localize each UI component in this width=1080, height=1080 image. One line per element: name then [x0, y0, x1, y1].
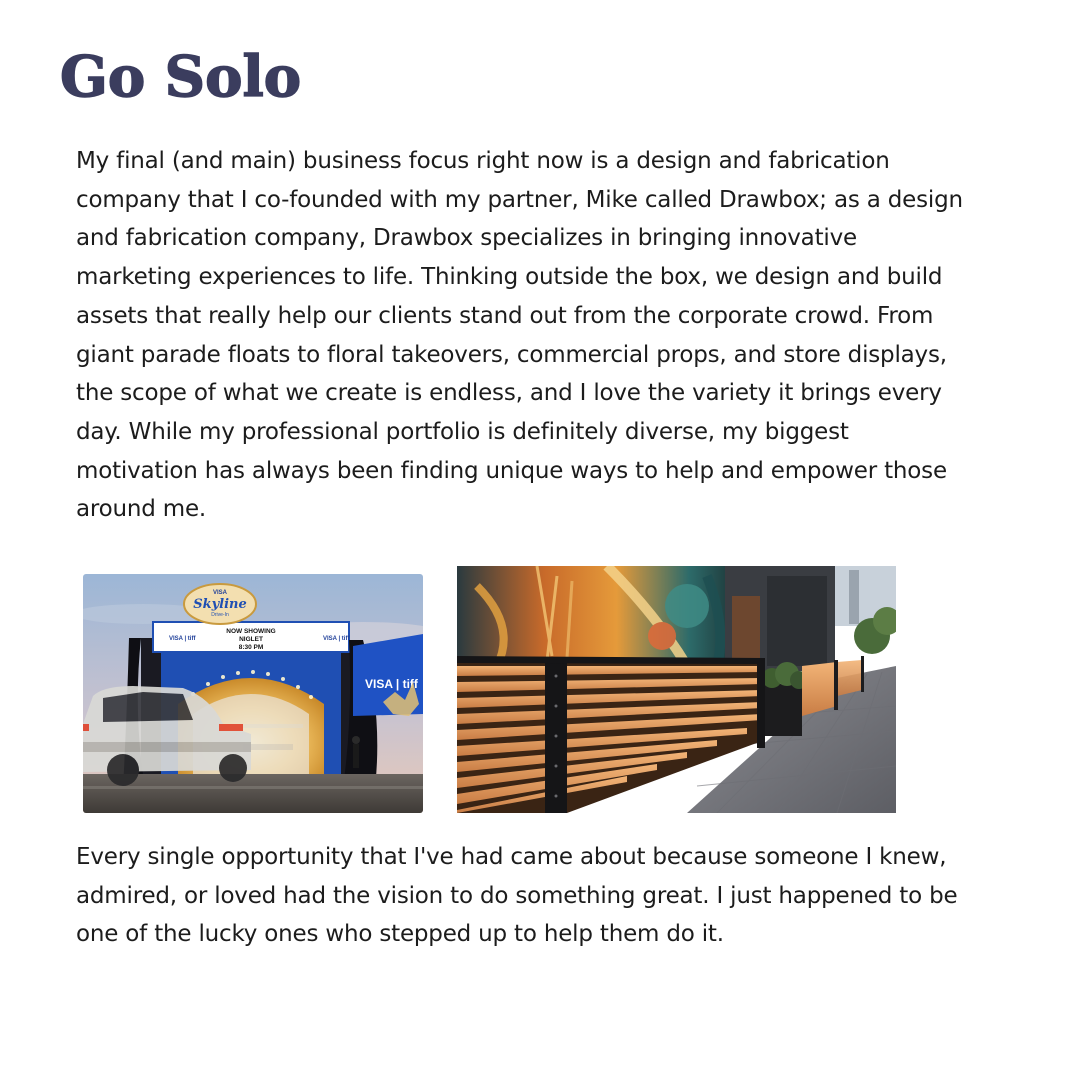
drive-in-arch-photo: [83, 574, 423, 813]
page-title: Go Solo: [60, 44, 302, 110]
wooden-patio-photo: [457, 566, 896, 813]
billboard-text: VISA | tiff: [365, 677, 418, 691]
intro-paragraph: My final (and main) business focus right now is a design and fabrication company that I co-founded with my partner, Mike called Drawbox; as a design and fabrication company, Drawbox specializes in bringing innovative marketing experiences to life. Thinking outside the box, we design and build assets that really help our clients stand out from the corporate crowd. From giant parade floats to floral takeovers, commercial props, and store displays, the scope of what we create is endless, and I love the variety it brings every day. While my professional portfolio is definitely diverse, my biggest motivation has always been finding unique ways to help and empower those around me.: [76, 148, 963, 523]
svg-text:Drive-In: Drive-In: [211, 612, 229, 618]
closing-paragraph: Every single opportunity that I've had came about because someone I knew, admired, or loved had the vision to do something great. I just happened to be one of the lucky ones who stepped up to help them do it.: [76, 844, 958, 948]
svg-text:VISA | tiff: VISA | tiff: [323, 636, 350, 642]
svg-text:Skyline: Skyline: [193, 597, 247, 612]
svg-text:8:30 PM: 8:30 PM: [238, 644, 264, 651]
svg-text:VISA: VISA: [212, 590, 228, 596]
svg-text:NIGLET: NIGLET: [239, 636, 263, 643]
svg-text:NOW SHOWING: NOW SHOWING: [226, 628, 276, 635]
side-panel-text: VISA | tiff: [169, 636, 196, 642]
